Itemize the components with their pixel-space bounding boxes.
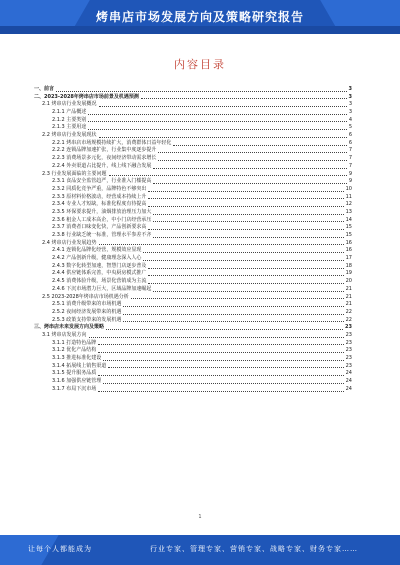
toc-entry-title: 2.4.2 产品创新升级，健康理念深入人心 (52, 255, 142, 262)
toc-entry-page: 6 (348, 139, 352, 146)
toc-entry-title: 3.1 烤串店发展方向 (42, 331, 87, 338)
toc-entry[interactable] (34, 201, 352, 209)
toc-entry-page: 23 (345, 347, 352, 354)
toc-entry-page: 7 (348, 162, 352, 169)
toc-entry[interactable] (34, 109, 352, 117)
toc-leader-dots (143, 259, 343, 261)
toc-entry-title: 2.3 行业发展面临的主要问题 (42, 170, 107, 177)
toc-entry[interactable] (34, 255, 352, 263)
toc-entry[interactable] (34, 370, 352, 378)
toc-entry[interactable] (34, 324, 352, 332)
toc-leader-dots (148, 267, 343, 269)
toc-leader-dots (108, 366, 343, 368)
toc-entry-title: 2.3.1 食品安全监管趋严，行业准入门槛提高 (52, 178, 152, 185)
toc-entry[interactable] (34, 178, 352, 186)
toc-entry[interactable] (34, 224, 352, 232)
toc-leader-dots (98, 343, 343, 345)
page-number: 1 (198, 514, 202, 520)
toc-leader-dots (106, 328, 343, 330)
toc-entry[interactable] (34, 386, 352, 394)
toc-entry[interactable] (34, 101, 352, 109)
toc-entry-page: 18 (345, 262, 352, 269)
toc-entry-title: 2.5.2 夜间经济发展带来的机遇 (52, 308, 122, 315)
toc-entry-title: 2.5.1 消费升级带来的市场机遇 (52, 301, 122, 308)
toc-entry[interactable] (34, 355, 352, 363)
toc-leader-dots (99, 136, 347, 138)
toc-leader-dots (123, 305, 343, 307)
toc-entry[interactable] (34, 378, 352, 386)
toc-entry[interactable] (34, 124, 352, 132)
report-title: 烤串店市场发展方向及策略研究报告 (95, 10, 304, 24)
toc-entry-title: 2.3.5 环保要求提升，油烟排放治理压力加大 (52, 208, 152, 215)
toc-leader-dots (99, 105, 347, 107)
toc-leader-dots (148, 228, 343, 230)
toc-entry-page: 21 (345, 301, 352, 308)
toc-entry-title: 2.4.1 连锁化品牌化经营，规模效应显现 (52, 247, 142, 254)
toc-heading: 内容目录 (174, 58, 226, 71)
toc-entry-title: 3.1.3 推进标准化建设 (52, 355, 102, 362)
toc-entry-title: 2.3.4 专业人才短缺，标准化程度有待提高 (52, 201, 147, 208)
toc-entry-title: 2.3.2 同质化竞争严重，品牌特色不够突出 (52, 185, 147, 192)
toc-entry-page: 11 (345, 193, 352, 200)
toc-entry[interactable] (34, 132, 352, 140)
toc-entry-title: 3.1.6 加强供应链管理 (52, 378, 102, 385)
toc-entry-title: 2.2.4 外卖渠道占比提升，线上线下融合发展 (52, 162, 152, 169)
toc-entry[interactable] (34, 209, 352, 217)
toc-entry-title: 2.1.1 产品概述 (52, 109, 87, 116)
toc-entry-page: 3 (348, 109, 352, 116)
toc-leader-dots (153, 236, 343, 238)
toc-entry[interactable] (34, 332, 352, 340)
toc-entry[interactable] (34, 301, 352, 309)
toc-entry-page: 3 (348, 93, 352, 100)
toc-entry[interactable] (34, 278, 352, 286)
toc-entry-page: 4 (348, 116, 352, 123)
page-footer (0, 535, 400, 565)
toc-entry-title: 2.5 2023-2028年烤串店市场机遇分析 (42, 293, 129, 300)
toc-leader-dots (148, 274, 343, 276)
toc-leader-dots (109, 174, 347, 176)
toc-entry-page: 23 (345, 362, 352, 369)
toc-entry-page: 16 (345, 247, 352, 254)
toc-entry-title: 2.2.2 连锁品牌加速扩张，行业集中度逐步提升 (52, 147, 157, 154)
toc-entry-title: 3.1.1 打造特色品牌 (52, 339, 97, 346)
toc-leader-dots (158, 151, 346, 153)
toc-leader-dots (153, 220, 343, 222)
toc-entry-page: 7 (348, 147, 352, 154)
toc-entry-title: 2.2 烤串店行业发展现状 (42, 132, 97, 139)
toc-entry-page: 16 (345, 239, 352, 246)
toc-entry-page: 20 (345, 278, 352, 285)
toc-entry-page: 3 (348, 101, 352, 108)
toc-entry[interactable] (34, 186, 352, 194)
toc-leader-dots (153, 290, 343, 292)
toc-entry-page: 5 (348, 124, 352, 131)
footer-expert-list: 行业专家、管理专家、营销专家、战略专家、财务专家…… (150, 545, 358, 553)
toc-leader-dots (131, 297, 344, 299)
toc-entry-page: 9 (348, 170, 352, 177)
toc-leader-dots (98, 390, 343, 392)
toc-entry-page: 13 (345, 208, 352, 215)
toc-entry-title: 2.4.5 消费体验升级，场景化营销成为主流 (52, 278, 147, 285)
toc-entry-page: 24 (345, 370, 352, 377)
toc-leader-dots (88, 113, 347, 115)
toc-entry-page: 21 (345, 293, 352, 300)
toc-entry-page: 14 (345, 216, 352, 223)
toc-entry-title: 一、前言 (34, 85, 55, 92)
toc-leader-dots (123, 320, 343, 322)
toc-leader-dots (99, 243, 344, 245)
toc-entry-title: 2.2.3 消费场景多元化，夜间经济带动需求增长 (52, 155, 157, 162)
toc-leader-dots (153, 213, 343, 215)
toc-leader-dots (103, 382, 343, 384)
toc-entry-title: 2.4.4 供应链体系完善，中央厨房模式推广 (52, 270, 147, 277)
toc-entry-page: 24 (345, 378, 352, 385)
toc-leader-dots (98, 374, 343, 376)
toc-entry-page: 7 (348, 155, 352, 162)
toc-leader-dots (98, 351, 343, 353)
toc-entry-title: 2.1.2 主要类别 (52, 116, 87, 123)
page-header (0, 0, 400, 34)
toc-leader-dots (153, 182, 346, 184)
toc-entry-title: 二、2023-2028年烤串店市场前景及机遇预测 (34, 93, 139, 100)
toc-entry-title: 2.3.3 原材料价格波动，经营成本持续上升 (52, 193, 147, 200)
toc-entry-page: 6 (348, 132, 352, 139)
footer-slogan: 让每个人都能成为 (28, 545, 92, 553)
toc-entry-title: 2.4 烤串店行业发展趋势 (42, 239, 97, 246)
toc-entry[interactable] (34, 286, 352, 294)
toc-entry-page: 12 (345, 201, 352, 208)
toc-entry-page: 15 (345, 224, 352, 231)
toc-entry-title: 3.1.4 拓展线上销售渠道 (52, 362, 107, 369)
toc-entry-title: 2.3.7 消费者口味变化快，产品创新要求高 (52, 224, 147, 231)
toc-leader-dots (148, 190, 343, 192)
toc-entry-page: 19 (345, 270, 352, 277)
toc-leader-dots (103, 359, 343, 361)
toc-leader-dots (158, 159, 346, 161)
toc-leader-dots (56, 90, 347, 92)
toc-entry-page: 23 (345, 339, 352, 346)
toc-entry-title: 3.1.7 布局下沉市场 (52, 385, 97, 392)
toc-entry-page: 22 (345, 316, 352, 323)
toc-leader-dots (148, 197, 343, 199)
header-decoration (0, 26, 400, 34)
toc-leader-dots (88, 120, 347, 122)
toc-leader-dots (89, 336, 344, 338)
toc-entry-page: 10 (345, 185, 352, 192)
toc-leader-dots (143, 251, 343, 253)
toc-entry-title: 2.5.3 政策支持带来的发展机遇 (52, 316, 122, 323)
toc-entry[interactable] (34, 347, 352, 355)
toc-entry-page: 22 (345, 308, 352, 315)
toc-entry-title: 2.1.3 主要用途 (52, 124, 87, 131)
toc-leader-dots (141, 97, 347, 99)
toc-entry-title: 2.1 烤串店行业发展概况 (42, 101, 97, 108)
toc-leader-dots (148, 205, 343, 207)
toc-entry[interactable] (34, 86, 352, 94)
toc-entry-page: 15 (345, 232, 352, 239)
toc-entry-page: 17 (345, 255, 352, 262)
toc-entry[interactable] (34, 309, 352, 317)
toc-leader-dots (123, 313, 343, 315)
toc-entry-title: 3.1.5 提升服务品质 (52, 370, 97, 377)
toc-entry-page: 9 (348, 178, 352, 185)
toc-entry-page: 23 (345, 324, 352, 331)
toc-entry-title: 3.1.2 优化产品结构 (52, 347, 97, 354)
toc-entry-title: 2.2.1 烤串店市场规模持续扩大，消费群体日益年轻化 (52, 139, 172, 146)
toc-entry[interactable] (34, 155, 352, 163)
toc-leader-dots (153, 167, 346, 169)
toc-entry-page: 21 (345, 285, 352, 292)
toc-entry-title: 2.3.6 租金人工成本高企，中小门店经营承压 (52, 216, 152, 223)
toc-leader-dots (148, 282, 343, 284)
table-of-contents (34, 86, 352, 394)
toc-entry-title: 2.3.8 行业缺乏统一标准，管理水平参差不齐 (52, 232, 152, 239)
toc-entry-page: 24 (345, 385, 352, 392)
toc-entry[interactable] (34, 232, 352, 240)
toc-entry-page: 23 (345, 355, 352, 362)
toc-entry-title: 三、烤串店未来发展方向及策略 (34, 324, 105, 331)
toc-entry[interactable] (34, 247, 352, 255)
toc-entry-page: 3 (348, 85, 352, 92)
toc-entry-page: 23 (345, 331, 352, 338)
toc-leader-dots (173, 144, 346, 146)
toc-entry-title: 2.4.6 下沉市场潜力巨大，区域品牌加速崛起 (52, 285, 152, 292)
toc-entry[interactable] (34, 163, 352, 171)
toc-leader-dots (88, 128, 347, 130)
toc-entry-title: 2.4.3 数字化转型加速，智慧门店逐步普及 (52, 262, 147, 269)
